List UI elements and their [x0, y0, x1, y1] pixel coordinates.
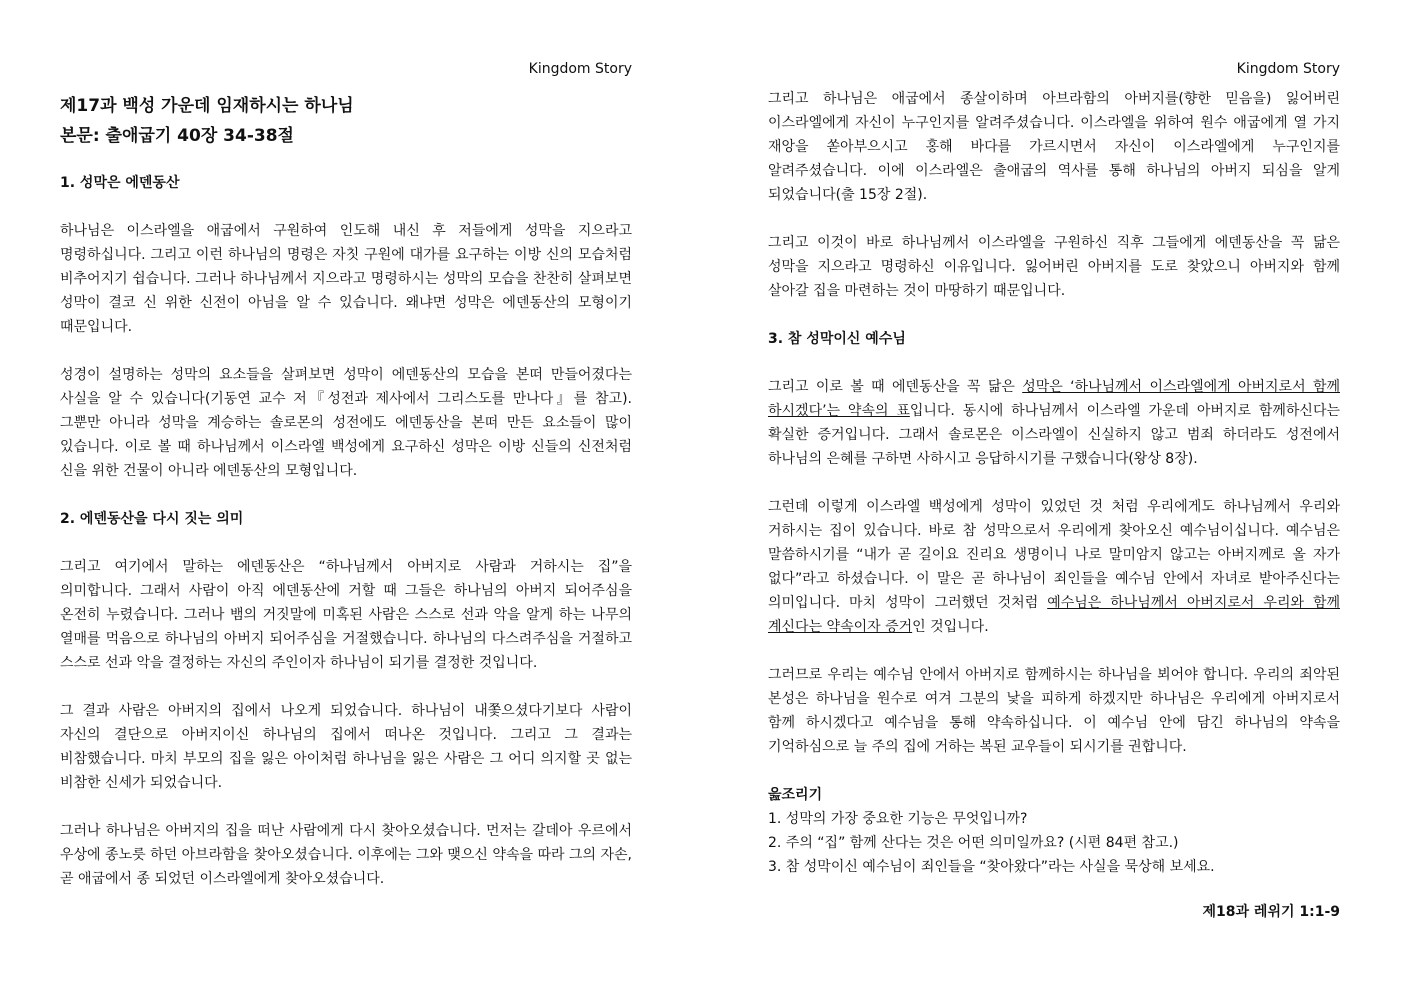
text-run: 그런데 이렇게 이스라엘 백성에게 성막이 있었던 것 처럼 우리에게도 하나님께서 우리와 거하시는 집이 있습니다. 바로 참 성막으로서 우리에게 찾아오신 예수님이십니다. 예수님은 말씀하시기를 “내가 곧 길이요 진리요 생명이니 나로 말미암지 않고는 아버지께로 올 자가 없다”라고 하셨습니다. 이 말은 곧 하나님이 죄인들을 예수님 안에서 자녀로 받아주신다는 의미입니다. 마치 성막이 그러했던 것처럼: [768, 499, 1340, 611]
next-lesson-label: 제18과 레위기 1:1-9: [1202, 904, 1340, 920]
paragraph: 하나님은 이스라엘을 애굽에서 구원하여 인도해 내신 후 저들에게 성막을 지으라고 명령하십니다. 그리고 이런 하나님의 명령은 자칫 구원에 대가를 요구하는 이방 신의 모습처럼 비추어지기 쉽습니다. 그러나 하나님께서 지으라고 명령하시는 성막의 모습을 찬찬히 살펴보면 성막이 결코 신 위한 신전이 아님을 알 수 있습니다. 왜냐면 성막은 에덴동산의 모형이기 때문입니다.: [60, 223, 632, 335]
paragraph: [768, 375, 1340, 471]
question-item: 2. 주의 “집” 함께 산다는 것은 어떤 의미일까요? (시편 84편 참고.): [768, 835, 1179, 851]
running-header: Kingdom Story: [1236, 61, 1340, 77]
right-page-content: [768, 87, 1340, 879]
section-heading-1: 1. 성막은 에덴동산: [60, 175, 180, 191]
question-item: 1. 성막의 가장 중요한 기능은 무엇입니까?: [768, 811, 1028, 827]
underlined-emphasis: 성막은 ‘하나님께서 이스라엘에게 아버지로서 함께 하시겠다’는 약속의 표: [768, 379, 1340, 419]
text-run: 인 것입니다.: [912, 619, 989, 635]
paragraph: [768, 495, 1340, 639]
paragraph: 그리고 하나님은 애굽에서 종살이하며 아브라함의 아버지를(향한 믿음을) 잃어버린 이스라엘에게 자신이 누구인지를 알려주셨습니다. 이스라엘을 위하여 원수 애굽에게 열 가지 재앙을 쏟아부으시고 홍해 바다를 가르시면서 자신이 이스라엘에게 누구인지를 알려주셨습니다. 이에 이스라엘은 출애굽의 역사를 통해 하나님의 아버지 되심을 알게 되었습니다(출 15장 2절).: [768, 91, 1340, 203]
lesson-title: 제17과 백성 가운데 임재하시는 하나님: [60, 96, 354, 116]
running-header: Kingdom Story: [528, 61, 632, 77]
scripture-reference: 본문: 출애굽기 40장 34-38절: [60, 126, 294, 146]
paragraph: 성경이 설명하는 성막의 요소들을 살펴보면 성막이 에덴동산의 모습을 본떠 만들어졌다는 사실을 알 수 있습니다(기동연 교수 저『성전과 제사에서 그리스도를 만나다』를 참고). 그뿐만 아니라 성막을 계승하는 솔로몬의 성전에도 에덴동산을 본떠 만든 요소들이 많이 있습니다. 이로 볼 때 하나님께서 이스라엘 백성에게 요구하신 성막은 이방 신들의 신전처럼 신을 위한 건물이 아니라 에덴동산의 모형입니다.: [60, 367, 632, 479]
paragraph: 그러나 하나님은 아버지의 집을 떠난 사람에게 다시 찾아오셨습니다. 먼저는 갈데아 우르에서 우상에 종노릇 하던 아브라함을 찾아오셨습니다. 이후에는 그와 맺으신 약속을 따라 그의 자손, 곧 애굽에서 종 되었던 이스라엘에게 찾아오셨습니다.: [60, 823, 632, 887]
paragraph: 그리고 이것이 바로 하나님께서 이스라엘을 구원하신 직후 그들에게 에덴동산을 꼭 닮은 성막을 지으라고 명령하신 이유입니다. 잃어버린 아버지를 도로 찾았으니 아버지와 함께 살아갈 집을 마련하는 것이 마땅하기 때문입니다.: [768, 235, 1340, 299]
paragraph: 그리고 여기에서 말하는 에덴동산은 “하나님께서 아버지로 사람과 거하시는 집”을 의미합니다. 그래서 사람이 아직 에덴동산에 거할 때 그들은 하나님의 아버지 되어주심을 온전히 누렸습니다. 그러나 뱀의 거짓말에 미혹된 사람은 스스로 선과 악을 알게 하는 나무의 열매를 먹음으로 하나님의 아버지 되어주심을 거절했습니다. 하나님의 다스려주심을 거절하고 스스로 선과 악을 결정하는 자신의 주인이자 하나님이 되기를 결정한 것입니다.: [60, 559, 632, 671]
section-heading-3: 3. 참 성막이신 예수님: [768, 331, 906, 347]
text-run: 그리고 이로 볼 때 에덴동산을 꼭 닮은: [768, 379, 1023, 395]
left-page-content: [60, 91, 632, 915]
paragraph: 그러므로 우리는 예수님 안에서 아버지로 함께하시는 하나님을 뵈어야 합니다. 우리의 죄악된 본성은 하나님을 원수로 여겨 그분의 낯을 피하게 하겠지만 하나님은 우리에게 아버지로서 함께 하시겠다고 예수님을 통해 약속하십니다. 이 예수님 안에 담긴 하나님의 약속을 기억하심으로 늘 주의 집에 거하는 복된 교우들이 되시기를 권합니다.: [768, 667, 1340, 755]
questions-heading: 읊조리기: [768, 787, 823, 803]
question-item: 3. 참 성막이신 예수님이 죄인들을 “찾아왔다”라는 사실을 묵상해 보세요.: [768, 859, 1215, 875]
text-run: 입니다. 동시에 하나님께서 이스라엘 가운데 아버지로 함께하신다는 확실한 증거입니다. 그래서 솔로몬은 이스라엘이 신실하지 않고 범죄 하더라도 성전에서 하나님의 은혜를 구하면 사하시고 응답하시기를 구했습니다(왕상 8장).: [768, 403, 1340, 467]
underlined-emphasis: 예수님은 하나님께서 아버지로서 우리와 함께 계신다는 약속이자 증거: [768, 595, 1340, 635]
paragraph: 그 결과 사람은 아버지의 집에서 나오게 되었습니다. 하나님이 내쫓으셨다기보다 사람이 자신의 결단으로 아버지이신 하나님의 집에서 떠나온 것입니다. 그리고 그 결과는 비참했습니다. 마치 부모의 집을 잃은 아이처럼 하나님을 잃은 사람은 그 어디 의지할 곳 없는 비참한 신세가 되었습니다.: [60, 703, 632, 791]
section-heading-2: 2. 에덴동산을 다시 짓는 의미: [60, 511, 244, 527]
